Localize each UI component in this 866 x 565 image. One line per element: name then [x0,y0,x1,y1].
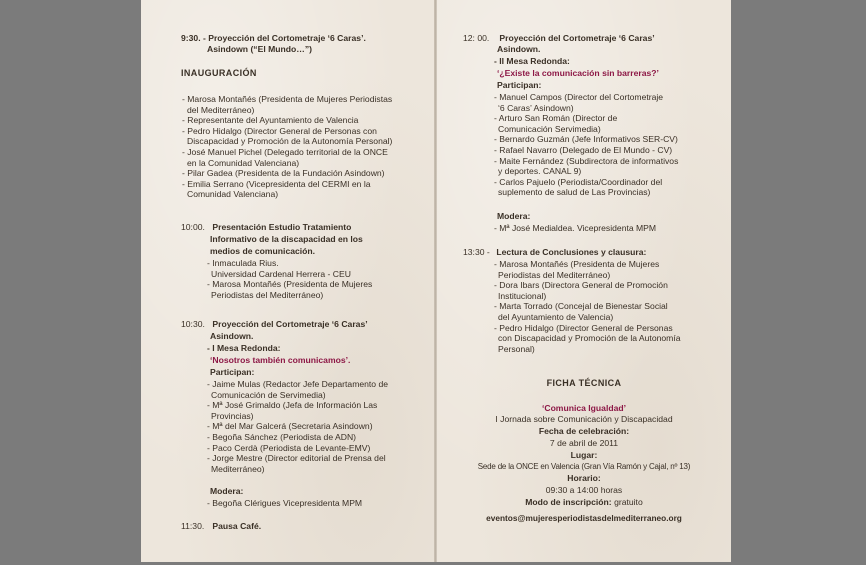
ficha-event-name: ‘Comunica Igualdad’ [541,403,627,413]
list-line: - Maite Fernández (Subdirectora de informativos [494,155,679,166]
session-1330-time: 13:30 - [463,247,490,257]
modera-name: - Begoña Clérigues Vicepresidenta MPM [207,498,363,508]
list-line: - Marosa Montañés (Presidenta de Mujeres [207,279,373,290]
ficha-lugar: Sede de la ONCE en Valencia (Gran Vía Ramón y Cajal, nº 13) [477,462,691,471]
list-line: - Paco Cerdà (Periodista de Levante-EMV) [207,442,371,453]
session-1200-title-1: Proyección del Cortometraje ‘6 Caras’ [499,33,655,43]
modera-name: - Mª José Medialdea. Vicepresidenta MPM [494,223,657,233]
list-line: - Representante del Ayuntamiento de Valencia [182,115,359,126]
list-line: - Arturo San Román (Director de [494,113,618,124]
session-1130-title: Pausa Café. [212,521,262,531]
list-line: - Dora Ibars (Directora General de Promoción [494,280,668,291]
session-1130-time: 11:30. [181,521,205,531]
mesa-2-participants [494,92,678,198]
list-line: - Jaime Mulas (Redactor Jefe Departamento de [207,379,389,389]
ficha-inscripcion-value: gratuito [614,497,643,507]
list-line: Personal) [498,343,535,354]
mesa-redonda-1-label: - I Mesa Redonda: [207,343,281,353]
list-line: Periodistas del Mediterráneo) [211,289,324,300]
mesa-1-participants [207,379,388,474]
session-1200 [463,33,655,44]
session-1030 [181,319,368,330]
list-line: - Pedro Hidalgo (Director General de Personas [494,322,673,333]
list-line: - Pilar Gadea (Presidenta de la Fundación Asindown) [182,168,385,179]
list-line: - Rafael Navarro (Delegado de El Mundo - CV) [494,144,673,155]
ficha-email-link[interactable]: eventos@mujeresperiodistasdelmediterraneo.org [486,513,682,523]
list-line: - Marta Torrado (Concejal de Bienestar Social [494,301,668,312]
right-page [437,0,731,562]
ficha-fecha: 7 de abril de 2011 [549,438,619,448]
mesa-redonda-2-label: - II Mesa Redonda: [494,56,570,66]
list-line: del Mediterráneo) [187,104,255,115]
session-930-time: 9:30. - [181,33,206,43]
list-line: Comunicación Servimedia) [498,123,601,134]
list-line: Mediterráneo) [211,463,265,474]
session-1200-title-2: Asindown. [497,44,541,54]
list-line: Comunicación de Servimedia) [211,389,326,400]
ficha-horario: 09:30 a 14:00 horas [545,485,623,495]
ficha-lugar-label: Lugar: [570,450,598,460]
list-line: Periodistas del Mediterráneo) [498,269,611,280]
session-930 [181,33,366,44]
list-line: con Discapacidad y Promoción de la Autonomía [498,333,681,344]
mesa-redonda-1-title: ‘Nosotros también comunicamos’. [210,355,351,365]
list-line: - Marosa Montañés (Presidenta de Mujeres Periodistas [182,94,393,104]
modera-label: Modera: [497,211,531,221]
session-1000-time: 10:00. [181,222,205,232]
ficha-fecha-label: Fecha de celebración: [538,426,630,436]
left-page [141,0,434,562]
session-1330 [463,247,646,258]
modera-label: Modera: [210,486,244,496]
list-line: - Marosa Montañés (Presidenta de Mujeres [494,259,660,269]
ficha-horario-label: Horario: [567,473,601,483]
list-line: Provincias) [211,410,254,421]
list-line: del Ayuntamiento de Valencia) [498,311,614,322]
list-line: - Mª del Mar Galcerá (Secretaria Asindown) [207,421,373,432]
list-line: - José Manuel Pichel (Delegado territorial de la ONCE [182,146,388,157]
session-1000-title-3: medios de comunicación. [210,246,316,256]
session-1030-time: 10:30. [181,319,205,329]
session-930-title-1: Proyección del Cortometraje ‘6 Caras’. [208,33,366,43]
session-1030-title-2: Asindown. [210,331,254,341]
session-1200-time: 12: 00. [463,33,490,43]
session-930-title-2: Asindown (“El Mundo…”) [207,44,313,54]
session-1000-title-2: Informativo de la discapacidad en los [210,234,363,244]
session-1000-title-1: Presentación Estudio Tratamiento [212,222,352,232]
session-1130 [181,521,261,532]
list-line: Universidad Cardenal Herrera - CEU [211,268,351,279]
clausura-list [494,259,680,354]
session-1000 [181,222,351,233]
session-1030-title-1: Proyección del Cortometraje ‘6 Caras’ [212,319,368,329]
participan-label: Participan: [497,80,542,90]
ficha-inscripcion [437,497,731,508]
ficha-subtitle: I Jornada sobre Comunicación y Discapacidad [495,414,673,424]
list-line: suplemento de salud de Las Provincias) [498,187,651,198]
ficha-inscripcion-label: Modo de inscripción: [525,497,612,507]
ficha-tecnica-heading: FICHA TÉCNICA [546,378,622,388]
list-line: Comunidad Valenciana) [187,189,279,200]
inauguracion-heading: INAUGURACIÓN [181,68,257,78]
session-1000-speakers [207,258,372,300]
participan-label: Participan: [210,367,255,377]
list-line: - Pedro Hidalgo (Director General de Personas con [182,125,377,136]
list-line: - Inmaculada Rius. [207,258,279,268]
list-line: ‘6 Caras’ Asindown) [498,102,574,113]
list-line: en la Comunidad Valenciana) [187,157,300,168]
list-line: - Manuel Campos (Director del Cortometraje [494,92,664,102]
list-line: - Carlos Pajuelo (Periodista/Coordinador del [494,176,663,187]
list-line: y deportes. CANAL 9) [498,166,582,177]
list-line: - Mª José Grimaldo (Jefa de Información Las [207,400,378,411]
list-line: - Emilia Serrano (Vicepresidenta del CERMI en la [182,178,371,189]
list-line: - Begoña Sánchez (Periodista de ADN) [207,431,357,442]
list-line: - Bernardo Guzmán (Jefe Informativos SER-CV) [494,134,678,145]
list-line: - Jorge Mestre (Director editorial de Prensa del [207,453,386,464]
mesa-redonda-2-title: ‘¿Existe la comunicación sin barreras?’ [497,68,659,78]
list-line: Institucional) [498,290,547,301]
inauguracion-list [182,94,392,200]
session-1330-title: Lectura de Conclusiones y clausura: [496,247,647,257]
list-line: Discapacidad y Promoción de la Autonomía Personal) [187,136,393,147]
